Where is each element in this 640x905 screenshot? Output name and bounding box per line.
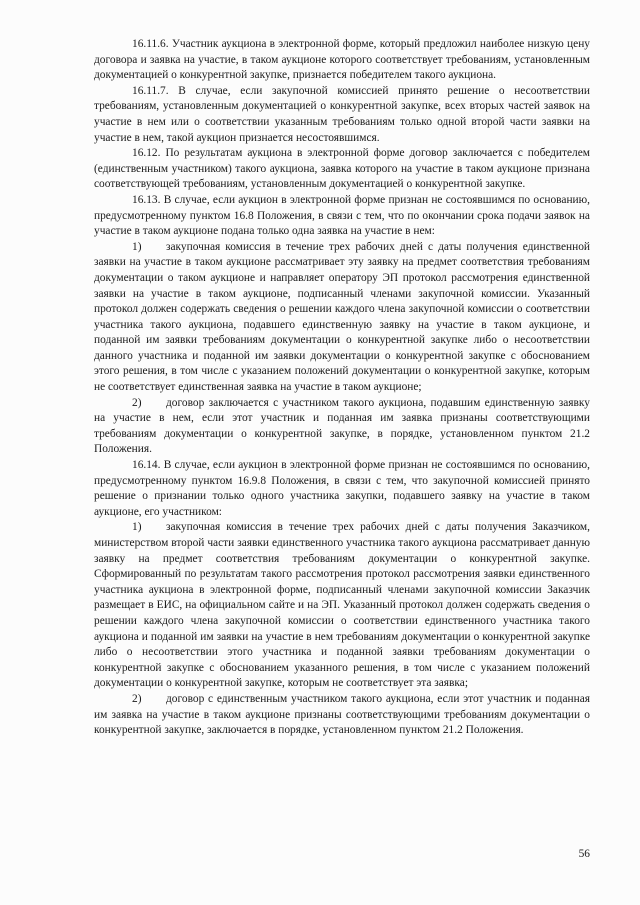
list-item-number: 1) [132, 521, 142, 534]
list-item-text: договор заключается с участником такого аукциона, подавшим единственную заявку на участие в нем, если этот участник и поданная им заявка признаны соответствующими требованиям документации о конкурентной закупке, в порядке, установленном пунктом 21.2 Положения. [94, 396, 590, 456]
list-item-16-14-1 [94, 520, 590, 692]
list-item-number: 1) [132, 240, 142, 253]
list-item-text: закупочная комиссия в течение трех рабочих дней с даты получения Заказчиком, министерством второй части заявки единственного участника такого аукциона рассматривает данную заявку на предмет соответствия требованиям документации о конкурентной закупке. Сформированный по результатам такого рассмотрения протокол рассмотрения заявки единственного участника аукциона в электронной форме, подписанный членами закупочной комиссии Заказчик размещает в ЕИС, на официальном сайте и на ЭП. Указанный протокол должен содержать сведения о решении каждого члена закупочной комиссии о соответствии единственного участника такого аукциона и поданной им заявки на участие в нем требованиям документации о конкурентной закупке либо о несоответствии этого участника и поданной заявки требованиям документации о конкурентной закупке с обоснованием указанного решения, в том числе с указанием положений документации о конкурентной закупке, которым не соответствует эта заявка; [94, 521, 590, 690]
list-item-number: 2) [132, 396, 142, 409]
list-item-16-13-2 [94, 396, 590, 458]
list-item-text: закупочная комиссия в течение трех рабочих дней с даты получения единственной заявки на участие в таком аукционе рассматривает эту заявку на предмет соответствия требованиям документации о таком аукционе и направляет оператору ЭП протокол рассмотрения единственной заявки на участие в таком аукционе, подписанный членами закупочной комиссии. Указанный протокол должен содержать сведения о решении каждого члена закупочной комиссии о соответствии участника такого аукциона, подавшего единственную заявку на участие в таком аукционе, и поданной им заявки требованиям документации о конкурентной закупке либо о несоответствии данного участника и поданной им заявки документации о конкурентной закупке с обоснованием этого решения, в том числе с указанием положений документации о конкурентной закупке, которым не соответствует единственная заявка на участие в таком аукционе; [94, 240, 590, 394]
list-item-text: договор с единственным участником такого аукциона, если этот участник и поданная им заявка на участие в таком аукционе признаны соответствующими требованиям документации о конкурентной закупке, заключается в порядке, установленном пунктом 21.2 Положения. [94, 692, 590, 737]
paragraph-16-14: 16.14. В случае, если аукцион в электронной форме признан не состоявшимся по основанию, предусмотренному пунктом 16.9.8 Положения, в связи с тем, что закупочной комиссией принято решение о признании только одного участника закупки, подавшего заявку на участие в таком аукционе, его участником: [94, 459, 590, 518]
document-body [94, 37, 590, 739]
paragraph-16-12: 16.12. По результатам аукциона в электронной форме договор заключается с победителем (единственным участником) такого аукциона, заявка которого на участие в таком аукционе признана соответствующей требованиям, установленным документацией о конкурентной закупке. [94, 147, 590, 191]
page-number: 56 [578, 848, 590, 860]
paragraph-16-11-6: 16.11.6. Участник аукциона в электронной форме, который предложил наиболее низкую цену договора и заявка на участие, в таком аукционе которого соответствует требованиям, установленным документацией о конкурентной закупке, признается победителем такого аукциона. [94, 38, 590, 82]
paragraph-16-11-7: 16.11.7. В случае, если закупочной комиссией принято решение о несоответствии требованиям, установленным документацией о конкурентной закупке, всех вторых частей заявок на участие в нем или о соответствии указанным требованиям только одной второй части заявки на участие в нем, такой аукцион признается несостоявшимся. [94, 84, 590, 144]
list-item-16-13-1 [94, 240, 590, 396]
list-item-16-14-2 [94, 692, 590, 739]
list-item-number: 2) [132, 692, 142, 705]
paragraph-16-13: 16.13. В случае, если аукцион в электронной форме признан не состоявшимся по основанию, предусмотренному пунктом 16.8 Положения, в связи с тем, что по окончании срока подачи заявок на участие в таком аукционе подана только одна заявка на участие в нем: [94, 193, 590, 238]
